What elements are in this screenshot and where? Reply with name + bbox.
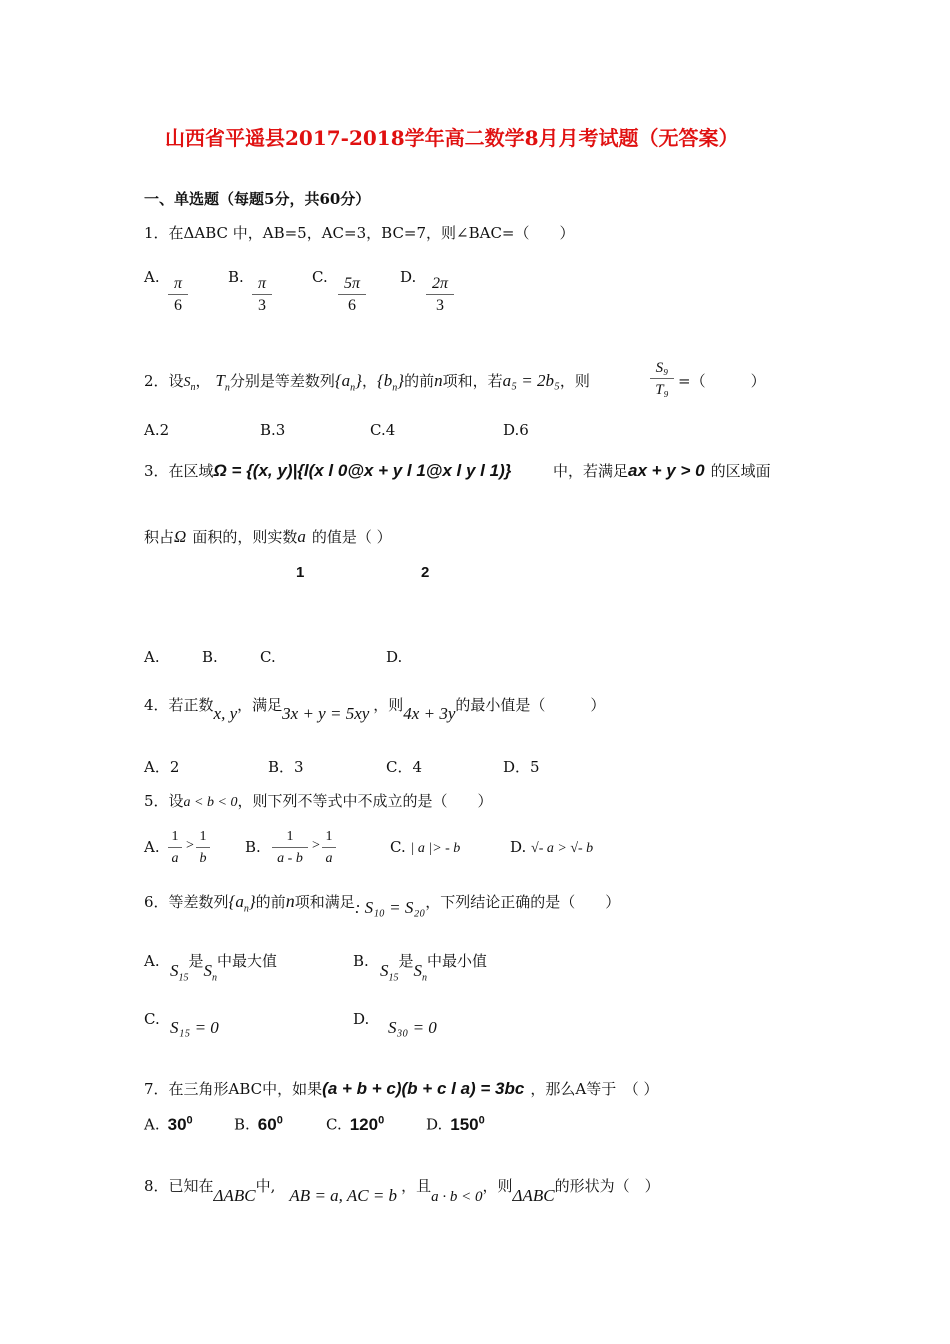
q3-floating-digit-2: 2 <box>421 564 430 581</box>
q1-option-c-fraction: $\frac{5\pi}{6}$ <box>338 274 366 317</box>
q6-option-b-label: B. <box>353 952 369 970</box>
q3-option-a: A. <box>144 648 160 666</box>
q3-floating-digit-1: 1 <box>296 564 305 581</box>
question-2-line: 2．设$S_n$， $T_n$分别是等差数列$\{a_n\}$，$\{b_n\}$的前n项和，若a₅ = 2b₅，则 <box>144 371 590 394</box>
q5-option-c: C. | a |> - b <box>390 838 461 856</box>
q7-option-c: C. $120^0$ <box>326 1114 385 1134</box>
q2-answer-bracket: =（ ） <box>678 372 766 390</box>
q4-option-a: A．2 <box>144 758 180 776</box>
q5-option-d: D. √- a > √- b <box>510 838 594 856</box>
q1-option-c-label: C. <box>312 268 328 286</box>
q5-option-a-right-fraction: $\frac{1}{b}$ <box>196 827 210 870</box>
q1-option-d-fraction: $\frac{2\pi}{3}$ <box>426 274 454 317</box>
q4-option-d: D．5 <box>503 758 540 776</box>
q1-option-a-label: A. <box>144 268 160 286</box>
question-6-line: 6．等差数列$\{a_n\}$的前n项和满足: S₁₀ = S₂₀，下列结论正确的是（ ） <box>144 891 621 917</box>
q3-option-b: B. <box>202 648 218 666</box>
q7-option-d: D. $150^0$ <box>426 1114 485 1134</box>
q5-option-b-label: B. <box>245 838 261 856</box>
q1-option-b-fraction: $\frac{\pi}{3}$ <box>252 274 272 317</box>
q2-option-d: D.6 <box>503 421 529 439</box>
q2-option-a: A.2 <box>144 421 170 439</box>
question-4-line: 4．若正数x, y，满足3x + y = 5xy ，则4x + 3y的最小值是（ ） <box>144 696 606 723</box>
question-1-text: 1．在ΔABC 中，AB=5，AC=3，BC=7，则∠BAC=（ ） <box>144 224 575 242</box>
q6-option-a-label: A. <box>144 952 160 970</box>
question-7-line: 7．在三角形ABC中，如果(a + b + c)(b + c l a) = 3bc ，那么A等于 （ ） <box>144 1079 659 1098</box>
q1-option-a-fraction: $\frac{\pi}{6}$ <box>168 274 188 317</box>
q4-option-c: C．4 <box>386 758 423 776</box>
q3-option-d: D. <box>386 648 403 666</box>
question-3-line-2: 积占Ω 面积的，则实数a 的值是（ ） <box>144 527 392 546</box>
q1-option-b-label: B. <box>228 268 244 286</box>
q5-option-b-gt: > <box>312 838 320 853</box>
q3-option-c: C. <box>260 648 276 666</box>
q5-option-b-right-fraction: $\frac{1}{a}$ <box>322 827 336 870</box>
q7-option-b: B. $60^0$ <box>234 1114 283 1134</box>
q6-option-c: S₁₅ = 0 <box>170 1018 219 1037</box>
q1-option-d-label: D. <box>400 268 417 286</box>
q6-option-c-label: C. <box>144 1010 160 1028</box>
page-title: 山西省平遥县2017-2018学年高二数学8月月考试题（无答案） <box>165 126 739 150</box>
q6-option-d-label: D. <box>353 1010 370 1028</box>
q5-option-b-left-fraction: $\frac{1}{a - b}$ <box>272 827 308 870</box>
q4-option-b: B．3 <box>268 758 304 776</box>
q2-option-c: C.4 <box>370 421 396 439</box>
q5-option-a-label: A. <box>144 838 160 856</box>
question-8-line: 8．已知在ΔABC中, AB = a, AC = b ，且a · b < 0，则ΔABC的形状为（ ） <box>144 1177 660 1205</box>
question-5-line: 5．设a < b < 0，则下列不等式中不成立的是（ ） <box>144 792 493 810</box>
q5-option-a-left-fraction: $\frac{1}{a}$ <box>168 827 182 870</box>
q2-ratio-fraction: $\frac{\text{S₉}}{\text{T₉}}$ <box>650 358 674 401</box>
q6-option-d: S₃₀ = 0 <box>388 1018 437 1037</box>
q6-option-a: $S_{15}$是$S_n$中最大值 <box>170 952 278 984</box>
q6-option-b: $S_{15}$是$S_n$中最小值 <box>380 952 488 984</box>
section-heading: 一、单选题（每题5分，共60分） <box>144 190 371 208</box>
question-3-line-1: 3．在区域Ω = {(x, y)|{l(x l 0@x + y l 1@x l y l 1)} <box>144 461 512 480</box>
q2-option-b: B.3 <box>260 421 286 439</box>
question-3-line-1-tail: 中，若满足ax + y > 0 的区域面 <box>553 461 771 480</box>
q5-option-a-gt: > <box>186 838 194 853</box>
q7-option-a: A. $30^0$ <box>144 1114 193 1134</box>
